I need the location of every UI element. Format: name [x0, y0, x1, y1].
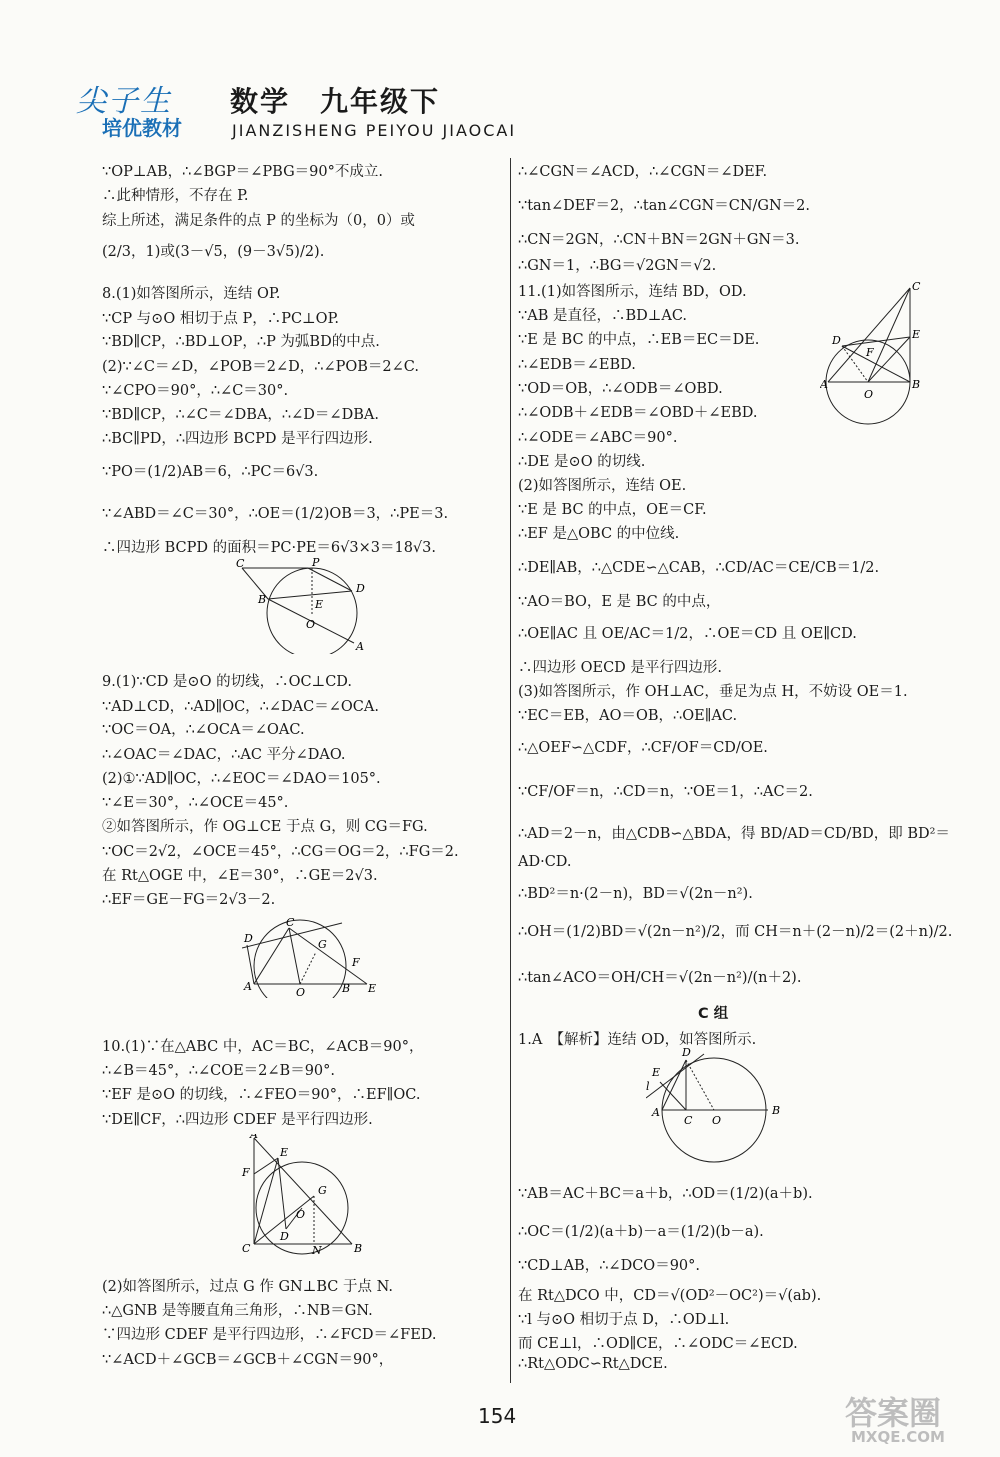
- text-line: ∵DE∥CF，∴四边形 CDEF 是平行四边形.: [102, 1112, 373, 1128]
- text-line: ∵∠ACD＋∠GCB＝∠GCB＋∠CGN＝90°，: [102, 1352, 394, 1368]
- text-line: ∴AD＝2－n，由△CDB∽△BDA，得 BD/AD＝CD/BD，即 BD²＝: [518, 826, 950, 842]
- fig10-label: C: [242, 1242, 251, 1255]
- text-line: ∴此种情形，不存在 P.: [102, 188, 249, 204]
- logo-line2: 培优教材: [102, 116, 182, 140]
- fig10-label: O: [296, 1208, 306, 1221]
- figure-11: [820, 282, 930, 430]
- text-line: ∵CD⊥AB，∴∠DCO＝90°.: [518, 1258, 701, 1274]
- fig8-label: O: [306, 618, 316, 631]
- fig9-label: E: [368, 982, 377, 995]
- fig8-label: C: [236, 558, 245, 570]
- figure-8: [232, 558, 372, 654]
- figc1-label: B: [772, 1104, 781, 1117]
- text-line: 1.A 【解析】连结 OD，如答图所示.: [518, 1032, 757, 1048]
- figc1-label: l: [646, 1080, 650, 1093]
- text-line: ∴四边形 OECD 是平行四边形.: [518, 660, 723, 676]
- text-line: 综上所述，满足条件的点 P 的坐标为（0，0）或: [102, 213, 415, 229]
- text-line: AD·CD.: [518, 854, 572, 870]
- figc1-label: E: [652, 1066, 661, 1079]
- text-line: ∴DE 是⊙O 的切线.: [518, 454, 646, 470]
- text-line: ∵E 是 BC 的中点，OE＝CF.: [518, 502, 707, 518]
- text-line: ∴OH＝(1/2)BD＝√(2n－n²)/2，而 CH＝n＋(2－n)/2＝(2＋n)/2.: [518, 924, 953, 940]
- figc1-label: O: [712, 1114, 722, 1127]
- text-line: ∴OE∥AC 且 OE/AC＝1/2，∴OE＝CD 且 OE∥CD.: [518, 626, 857, 642]
- text-line: ∴GN＝1，∴BG＝√2GN＝√2.: [518, 258, 717, 274]
- text-line: ∵AD⊥CD，∴AD∥OC，∴∠DAC＝∠OCA.: [102, 699, 379, 715]
- fig11-label: F: [866, 346, 874, 359]
- text-line: ∵CP 与⊙O 相切于点 P，∴PC⊥OP.: [102, 311, 339, 327]
- text-line: ∵AO＝BO，E 是 BC 的中点，: [518, 594, 721, 610]
- text-line: ∴四边形 BCPD 的面积＝PC·PE＝6√3×3＝18√3.: [102, 540, 437, 556]
- text-line: ∵AB 是直径，∴BD⊥AC.: [518, 308, 688, 324]
- text-line: ∵PO＝(1/2)AB＝6，∴PC＝6√3.: [102, 464, 319, 480]
- fig11-label: O: [864, 388, 874, 401]
- text-line: ∴BC∥PD，∴四边形 BCPD 是平行四边形.: [102, 431, 373, 447]
- text-line: ∵OP⊥AB，∴∠BGP＝∠PBG＝90°不成立.: [102, 164, 383, 180]
- section-c-heading: C 组: [698, 1006, 729, 1022]
- fig9-label: B: [342, 982, 351, 995]
- text-line: ∴BD²＝n·(2－n)，BD＝√(2n－n²).: [518, 886, 753, 902]
- fig8-label: B: [258, 593, 267, 606]
- text-line: ∴CN＝2GN，∴CN＋BN＝2GN＋GN＝3.: [518, 232, 800, 248]
- text-line: ∵OC＝OA，∴∠OCA＝∠OAC.: [102, 722, 305, 738]
- text-line: (2)如答图所示，连结 OE.: [518, 478, 687, 494]
- fig8-label: D: [356, 582, 365, 595]
- fig10-label: D: [280, 1230, 289, 1243]
- text-line: ∵BD∥CP，∴BD⊥OP，∴P 为弧BD的中点.: [102, 334, 380, 350]
- text-line: ∴DE∥AB，∴△CDE∽△CAB，∴CD/AC＝CE/CB＝1/2.: [518, 560, 880, 576]
- text-line: ∵AB＝AC＋BC＝a＋b，∴OD＝(1/2)(a＋b).: [518, 1186, 813, 1202]
- text-line: ∵∠CPO＝90°，∴∠C＝30°.: [102, 383, 289, 399]
- text-line: ∴△OEF∽△CDF，∴CF/OF＝CD/OE.: [518, 740, 768, 756]
- fig10-label: A: [250, 1134, 258, 1141]
- figure-9: [242, 918, 382, 998]
- text-line: 11.(1)如答图所示，连结 BD，OD.: [518, 284, 747, 300]
- fig8-label: A: [356, 640, 364, 653]
- figure-c1: [646, 1046, 786, 1164]
- watermark: [845, 1388, 975, 1448]
- text-line: ∵OC＝2√2，∠OCE＝45°，∴CG＝OG＝2，∴FG＝2.: [102, 844, 459, 860]
- fig9-label: A: [244, 980, 252, 993]
- figc1-label: A: [652, 1106, 660, 1119]
- text-line: ∴Rt△ODC∽Rt△DCE.: [518, 1356, 668, 1372]
- text-line: 9.(1)∵CD 是⊙O 的切线，∴OC⊥CD.: [102, 674, 353, 690]
- text-line: 10.(1)∵在△ABC 中，AC＝BC，∠ACB＝90°，: [102, 1039, 424, 1055]
- page-subtitle: JIANZISHENG PEIYOU JIAOCAI: [232, 121, 517, 140]
- page-number: 154: [478, 1404, 517, 1428]
- text-line: 在 Rt△OGE 中，∠E＝30°，∴GE＝2√3.: [102, 868, 378, 884]
- text-line: 而 CE⊥l，∴OD∥CE，∴∠ODC＝∠ECD.: [518, 1336, 798, 1352]
- text-line: ∴∠OAC＝∠DAC，∴AC 平分∠DAO.: [102, 747, 346, 763]
- fig10-label: B: [354, 1242, 363, 1255]
- fig11-label: C: [912, 282, 921, 293]
- fig9-label: G: [318, 938, 327, 951]
- fig9-label: F: [352, 956, 360, 969]
- text-line: ∴△GNB 是等腰直角三角形，∴NB＝GN.: [102, 1303, 373, 1319]
- text-line: (3)如答图所示，作 OH⊥AC，垂足为点 H，不妨设 OE＝1.: [518, 684, 908, 700]
- figc1-label: D: [682, 1046, 691, 1059]
- figc1-label: C: [684, 1114, 693, 1127]
- logo-line1: 尖子生: [76, 84, 172, 119]
- text-line: ∵EF 是⊙O 的切线，∴∠FEO＝90°，∴EF∥OC.: [102, 1087, 421, 1103]
- text-line: ∴∠B＝45°，∴∠COE＝2∠B＝90°.: [102, 1063, 336, 1079]
- fig11-label: A: [820, 378, 828, 391]
- text-line: ∵l 与⊙O 相切于点 D，∴OD⊥l.: [518, 1312, 730, 1328]
- fig10-label: F: [242, 1166, 250, 1179]
- page-title: 数学 九年级下: [230, 85, 441, 118]
- text-line: ∵tan∠DEF＝2，∴tan∠CGN＝CN/GN＝2.: [518, 198, 811, 214]
- fig11-label: D: [832, 334, 841, 347]
- text-line: 8.(1)如答图所示，连结 OP.: [102, 286, 281, 302]
- fig11-label: B: [912, 378, 921, 391]
- text-line: ②如答图所示，作 OG⊥CE 于点 G，则 CG＝FG.: [102, 819, 428, 835]
- text-line: ∴∠CGN＝∠ACD，∴∠CGN＝∠DEF.: [518, 164, 768, 180]
- text-line: ∴∠EDB＝∠EBD.: [518, 357, 636, 373]
- text-line: (2)如答图所示，过点 G 作 GN⊥BC 于点 N.: [102, 1279, 393, 1295]
- watermark-line1: 答案圈: [845, 1394, 942, 1432]
- text-line: ∴∠ODB＋∠EDB＝∠OBD＋∠EBD.: [518, 405, 758, 421]
- text-line: ∵EC＝EB，AO＝OB，∴OE∥AC.: [518, 708, 738, 724]
- text-line: (2)∵∠C＝∠D，∠POB＝2∠D，∴∠POB＝2∠C.: [102, 359, 419, 375]
- text-line: ∵E 是 BC 的中点，∴EB＝EC＝DE.: [518, 332, 760, 348]
- fig10-label: N: [312, 1244, 322, 1256]
- text-line: ∵OD＝OB，∴∠ODB＝∠OBD.: [518, 381, 723, 397]
- text-line: (2)①∵AD∥OC，∴∠EOC＝∠DAO＝105°.: [102, 771, 381, 787]
- figure-10: [236, 1134, 366, 1256]
- text-line: ∴OC＝(1/2)(a＋b)－a＝(1/2)(b－a).: [518, 1224, 764, 1240]
- fig9-label: C: [286, 918, 295, 929]
- fig10-label: G: [318, 1184, 327, 1197]
- text-line: (2/3，1)或(3－√5，(9－3√5)/2).: [102, 244, 325, 260]
- text-line: 在 Rt△DCO 中，CD＝√(OD²－OC²)＝√(ab).: [518, 1288, 822, 1304]
- text-line: ∴∠ODE＝∠ABC＝90°.: [518, 430, 678, 446]
- watermark-line2: MXQE.COM: [851, 1428, 945, 1446]
- text-line: ∵BD∥CP，∴∠C＝∠DBA，∴∠D＝∠DBA.: [102, 407, 379, 423]
- text-line: ∴EF＝GE－FG＝2√3－2.: [102, 892, 276, 908]
- text-line: ∵CF/OF＝n，∴CD＝n，∵OE＝1，∴AC＝2.: [518, 784, 813, 800]
- fig9-label: D: [244, 932, 253, 945]
- text-line: ∴tan∠ACO＝OH/CH＝√(2n－n²)/(n＋2).: [518, 970, 802, 986]
- text-line: ∴EF 是△OBC 的中位线.: [518, 526, 680, 542]
- fig11-label: E: [912, 328, 921, 341]
- text-line: ∵四边形 CDEF 是平行四边形，∴∠FCD＝∠FED.: [102, 1327, 437, 1343]
- fig8-label: P: [312, 558, 320, 569]
- fig9-label: O: [296, 986, 306, 998]
- brand-logo: [72, 76, 212, 138]
- fig10-label: E: [280, 1146, 289, 1159]
- text-line: ∵∠E＝30°，∴∠OCE＝45°.: [102, 795, 289, 811]
- fig8-label: E: [315, 598, 324, 611]
- column-divider: [510, 158, 511, 1383]
- text-line: ∵∠ABD＝∠C＝30°，∴OE＝(1/2)OB＝3，∴PE＝3.: [102, 506, 449, 522]
